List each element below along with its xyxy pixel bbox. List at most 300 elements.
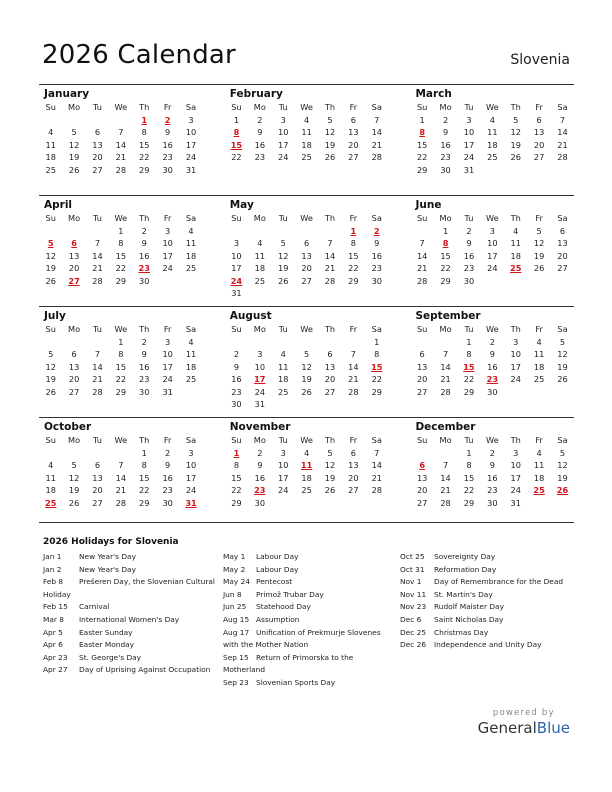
day-cell: 8 [233,460,240,470]
holiday-date: Mar 8 [43,614,64,624]
day-cell [179,386,202,399]
day-cell [272,336,295,349]
day-cell: 23 [254,152,266,162]
month-may [225,196,389,306]
week-row [39,373,203,386]
day-cell [527,386,550,399]
weekday-label: We [300,102,313,112]
holiday-date: Nov 23 [400,602,427,612]
day-cell: 6 [94,127,101,137]
day-cell: 4 [489,114,495,125]
day-cell: 2 [141,225,147,236]
day-cell: 5 [513,114,519,125]
week-row [39,336,203,349]
holiday-name: Pentecost [256,577,293,587]
day-cell [109,447,132,460]
day-cell: 18 [45,152,56,162]
day-cell: 28 [348,386,359,397]
day-cell: 26 [533,263,545,273]
day-cell: 27 [324,386,336,397]
week-row [410,114,574,127]
day-cell: 7 [442,349,449,359]
holiday-day-cell: 31 [185,497,197,508]
day-cell [86,114,109,127]
week-row [39,237,203,250]
day-cell: 22 [371,374,382,384]
day-cell [551,386,574,399]
day-cell: 14 [348,361,359,372]
weekday-label: Th [510,102,521,112]
day-cell [156,275,179,288]
holiday-date: Nov 1 [400,577,422,587]
day-cell: 28 [371,152,382,162]
day-cell: 18 [301,139,312,150]
day-cell: 30 [371,275,382,286]
day-cell: 2 [233,349,240,359]
day-cell [248,287,271,300]
week-row [410,497,574,510]
day-cell: 29 [231,497,242,508]
holiday-name: Reformation Day [434,564,497,574]
day-cell: 21 [348,374,359,384]
day-cell: 21 [115,152,127,162]
weekday-label: Mo [439,102,452,112]
holiday-item [400,551,574,564]
weekday-label: Sa [371,324,382,334]
weekday-label: Sa [185,435,197,445]
day-cell: 10 [510,460,521,470]
day-cell: 16 [162,139,173,150]
holiday-date: Jan 2 [43,564,62,574]
day-cell: 19 [557,361,568,372]
day-cell: 5 [559,447,566,458]
day-cell [527,164,550,177]
weekday-header [410,212,574,225]
holiday-item [43,664,223,677]
month-july [39,307,203,417]
day-cell: 1 [374,336,380,347]
month-december [410,418,574,528]
day-cell: 24 [278,485,289,495]
brand-blue: Blue [536,719,570,737]
holiday-date: Aug 15 [223,614,250,624]
weekday-label: Th [139,324,150,334]
day-cell: 19 [533,250,545,261]
day-cell: 29 [115,275,127,286]
weekday-header [39,434,203,447]
weekday-label: Tu [278,213,288,223]
day-cell: 12 [68,139,80,150]
day-cell [62,336,85,349]
day-cell: 16 [139,250,150,261]
month-name: November [229,421,291,433]
day-cell [410,225,433,238]
weekday-label: Th [139,213,150,223]
month-september [410,307,574,417]
day-cell: 2 [466,225,472,236]
day-cell: 28 [440,386,451,397]
day-cell: 29 [463,386,475,397]
holiday-item [43,551,223,564]
day-cell: 9 [466,238,472,248]
day-cell [62,447,85,460]
day-cell: 29 [371,386,382,397]
day-cell: 28 [416,275,428,286]
holiday-day-cell: 17 [254,374,266,384]
day-cell: 31 [185,164,197,175]
day-cell: 30 [463,275,475,286]
weekday-label: Fr [349,213,358,223]
week-row [410,386,574,399]
day-cell: 16 [254,472,266,483]
day-cell: 24 [510,485,521,495]
day-cell: 4 [280,349,286,359]
weekday-label: Mo [68,213,81,223]
weekday-label: Sa [185,324,197,334]
week-row [39,348,203,361]
holiday-name: New Year's Day [79,564,136,574]
week-row [410,472,574,485]
day-cell: 15 [348,250,359,261]
day-cell: 20 [324,374,336,384]
day-cell: 23 [162,152,173,162]
day-cell: 3 [489,225,495,236]
holiday-date: Sep 15 [223,652,249,662]
day-cell: 4 [536,447,542,458]
day-cell [551,275,574,288]
day-cell [179,275,202,288]
day-cell: 10 [162,349,173,359]
day-cell: 27 [348,485,359,495]
weekday-label: Sa [557,213,568,223]
day-cell [62,225,85,238]
holiday-day-cell: 6 [71,238,77,248]
day-cell: 16 [463,250,475,261]
weekday-label: Tu [93,213,102,223]
day-cell: 4 [513,225,519,236]
day-cell: 17 [185,472,197,483]
day-cell [86,225,109,238]
day-cell: 9 [374,238,380,248]
holiday-name: Assumption [256,614,300,624]
weekday-label: Sa [371,102,382,112]
month-name: September [415,310,481,322]
week-row [39,459,203,472]
day-cell: 22 [139,485,150,495]
day-cell: 29 [115,386,127,397]
day-cell: 22 [115,263,127,273]
week-row [39,139,203,152]
day-cell: 16 [487,361,498,372]
brand-general: General [477,719,537,737]
day-cell: 25 [254,275,266,286]
weekday-label: Mo [68,324,81,334]
day-cell: 13 [348,127,359,137]
day-cell: 9 [257,460,263,470]
day-cell: 5 [48,349,54,359]
week-row [225,472,389,485]
day-cell: 23 [162,485,173,495]
holiday-day-cell: 15 [371,361,383,372]
day-cell: 10 [510,349,521,359]
week-row [410,459,574,472]
day-cell: 27 [533,152,545,162]
day-cell: 16 [231,374,242,384]
day-cell: 26 [557,374,568,384]
day-cell: 24 [162,263,173,273]
day-cell: 7 [118,460,124,470]
day-cell: 14 [416,250,428,261]
day-cell: 12 [301,361,312,372]
weekday-label: Tu [93,102,102,112]
holiday-item [400,589,574,602]
week-row [39,225,203,238]
day-cell: 3 [257,349,263,359]
weekday-label: We [486,102,499,112]
weekday-label: We [114,435,128,445]
day-cell: 4 [536,336,542,347]
weekday-label: Su [45,435,56,445]
month-name: October [44,421,92,433]
day-cell: 22 [440,263,451,273]
day-cell: 11 [510,238,521,248]
day-cell: 11 [185,238,197,248]
day-cell: 8 [374,349,380,359]
weekday-label: We [300,213,313,223]
day-cell: 20 [348,472,359,483]
day-cell: 10 [162,238,173,248]
day-cell: 19 [324,472,336,483]
holiday-name: Day of Remembrance for the Dead [434,577,564,587]
holiday-date: May 2 [223,564,246,574]
day-cell: 17 [231,263,242,273]
month-august [225,307,389,417]
day-cell [365,497,388,510]
week-row [225,336,389,349]
weekday-label: Fr [535,213,543,223]
day-cell: 7 [94,349,101,359]
day-cell: 9 [141,349,147,359]
holiday-item [43,652,223,665]
week-row [39,262,203,275]
day-cell: 3 [513,336,519,347]
day-cell: 26 [68,497,80,508]
week-row [225,386,389,399]
day-cell: 31 [231,288,242,298]
day-cell: 3 [513,447,519,458]
holiday-day-cell: 27 [68,275,80,286]
day-cell [225,336,248,349]
day-cell: 18 [533,361,545,372]
day-cell [342,287,365,300]
day-cell: 21 [416,263,428,273]
day-cell: 2 [257,114,263,125]
holidays-title: 2026 Holidays for Slovenia [43,537,179,547]
day-cell: 3 [188,447,194,458]
day-cell: 9 [489,349,495,359]
day-cell: 2 [141,336,147,347]
holiday-day-cell: 1 [233,447,240,458]
week-row [225,398,389,411]
day-cell: 4 [188,225,194,236]
weekday-label: Su [45,213,56,223]
day-cell [318,287,341,300]
week-row [410,250,574,263]
day-cell [295,398,318,411]
month-name: January [44,88,90,100]
day-cell: 21 [440,485,451,495]
day-cell: 11 [254,250,266,261]
day-cell: 22 [416,152,428,162]
holiday-date: Jan 1 [43,552,62,561]
day-cell: 8 [118,349,124,359]
day-cell: 18 [185,250,197,261]
day-cell [248,336,271,349]
holidays-columns [39,551,574,690]
day-cell: 16 [139,361,150,372]
weekday-label: Th [510,324,521,334]
day-cell: 31 [463,164,475,175]
day-cell: 4 [257,238,263,248]
day-cell: 10 [487,238,498,248]
week-row [225,373,389,386]
day-cell: 15 [463,472,475,483]
weekday-label: We [486,324,499,334]
day-cell: 6 [71,349,77,359]
holiday-date: Dec 25 [400,627,427,637]
day-cell: 23 [371,263,382,273]
holiday-name: Primož Trubar Day [256,589,324,599]
weekday-label: We [486,213,499,223]
week-row [225,139,389,152]
day-cell: 24 [463,152,475,162]
day-cell [504,386,527,399]
week-row [39,361,203,374]
weekday-label: Th [510,213,521,223]
holiday-name: Saint Nicholas Day [434,614,504,624]
day-cell [62,114,85,127]
day-cell: 22 [348,263,359,273]
holiday-date: Nov 11 [400,589,427,599]
day-cell: 6 [536,114,542,125]
day-cell: 19 [45,374,56,384]
day-cell [295,497,318,510]
day-cell: 11 [533,460,545,470]
day-cell: 22 [231,152,242,162]
day-cell [342,336,365,349]
day-cell [39,225,62,238]
day-cell: 9 [165,460,171,470]
brand-logo[interactable] [478,708,570,737]
day-cell: 22 [139,152,150,162]
day-cell: 19 [68,152,80,162]
day-cell: 9 [489,460,495,470]
day-cell: 14 [371,127,382,137]
day-cell [272,497,295,510]
weekday-label: We [114,102,128,112]
day-cell: 16 [487,472,498,483]
day-cell: 12 [510,127,521,137]
holiday-item [223,664,400,677]
day-cell: 5 [303,349,310,359]
day-cell: 6 [419,349,425,359]
week-row [410,361,574,374]
holiday-name: Statehood Day [256,602,311,612]
holiday-name: Carnival [79,602,110,612]
day-cell: 10 [278,460,289,470]
day-cell: 10 [278,127,289,137]
day-cell: 26 [45,275,56,286]
day-cell: 7 [118,127,124,137]
holiday-day-cell: 15 [463,361,475,372]
day-cell: 22 [463,374,475,384]
weekday-label: Sa [185,102,197,112]
day-cell: 23 [139,374,150,384]
day-cell [318,497,341,510]
month-april [39,196,203,306]
day-cell [272,287,295,300]
week-row [225,275,389,288]
weekday-label: Fr [535,435,543,445]
day-cell: 3 [466,114,472,125]
day-cell: 17 [510,361,521,372]
day-cell: 28 [115,497,127,508]
holiday-day-cell: 1 [350,225,357,236]
holiday-date: Jun 8 [223,589,242,599]
week-row [410,336,574,349]
day-cell: 30 [254,497,266,508]
weekday-label: Th [324,213,336,223]
day-cell: 26 [510,152,521,162]
quarter-row [39,195,574,306]
day-cell: 18 [301,472,312,483]
holiday-item [400,564,574,577]
day-cell: 19 [557,472,568,483]
day-cell: 8 [466,460,472,470]
month-name: February [229,88,283,100]
week-row [225,484,389,497]
week-row [410,151,574,164]
holiday-day-cell: 23 [254,485,266,495]
day-cell: 13 [416,361,428,372]
holiday-date: May 24 [223,577,251,587]
day-cell [527,275,550,288]
day-cell: 30 [440,164,451,175]
day-cell [272,398,295,411]
holiday-item [400,601,574,614]
day-cell: 23 [440,152,451,162]
day-cell [39,447,62,460]
day-cell: 3 [165,336,171,347]
holiday-item [223,652,400,665]
holiday-name: St. Martin's Day [434,589,493,599]
day-cell: 24 [162,374,173,384]
day-cell: 17 [278,472,289,483]
weekday-label: Su [231,435,242,445]
day-cell [272,225,295,238]
day-cell: 14 [115,139,127,150]
day-cell: 9 [233,361,240,372]
day-cell: 30 [162,497,173,508]
week-row [410,373,574,386]
day-cell: 24 [510,374,521,384]
day-cell: 12 [278,250,289,261]
holiday-item [43,614,223,627]
day-cell: 11 [185,349,197,359]
day-cell: 23 [487,485,498,495]
day-cell [365,287,388,300]
holiday-day-cell: 8 [233,127,240,137]
